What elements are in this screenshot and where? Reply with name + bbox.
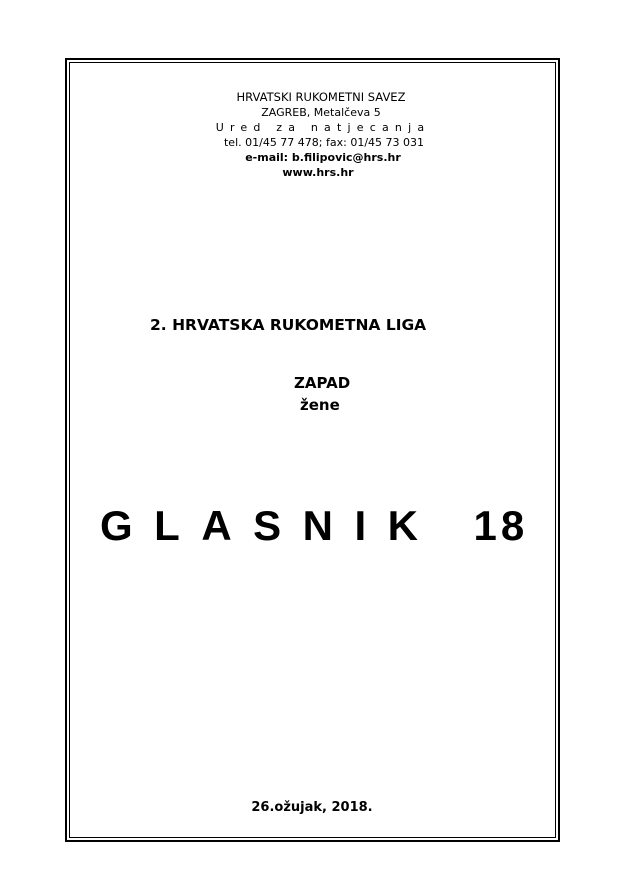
organization-name: HRVATSKI RUKOMETNI SAVEZ xyxy=(236,90,406,104)
league-name: 2. HRVATSKA RUKOMETNA LIGA xyxy=(150,316,427,334)
bulletin-number: 18 xyxy=(473,502,529,549)
category-name: žene xyxy=(300,396,340,414)
issue-date: 26.ožujak, 2018. xyxy=(251,800,373,815)
contact-email: e-mail: b.filipovic@hrs.hr xyxy=(245,151,401,164)
bulletin-title-word: GLASNIK xyxy=(100,502,440,549)
letterhead xyxy=(0,90,624,180)
website: www.hrs.hr xyxy=(282,166,354,179)
contact-phone-fax: tel. 01/45 77 478; fax: 01/45 73 031 xyxy=(223,136,425,149)
league-group xyxy=(294,372,350,416)
bulletin-title xyxy=(100,502,528,550)
office-name: Ured za natjecanja xyxy=(215,121,431,134)
region-name: ZAPAD xyxy=(294,374,351,392)
organization-address: ZAGREB, Metalčeva 5 xyxy=(261,106,381,119)
